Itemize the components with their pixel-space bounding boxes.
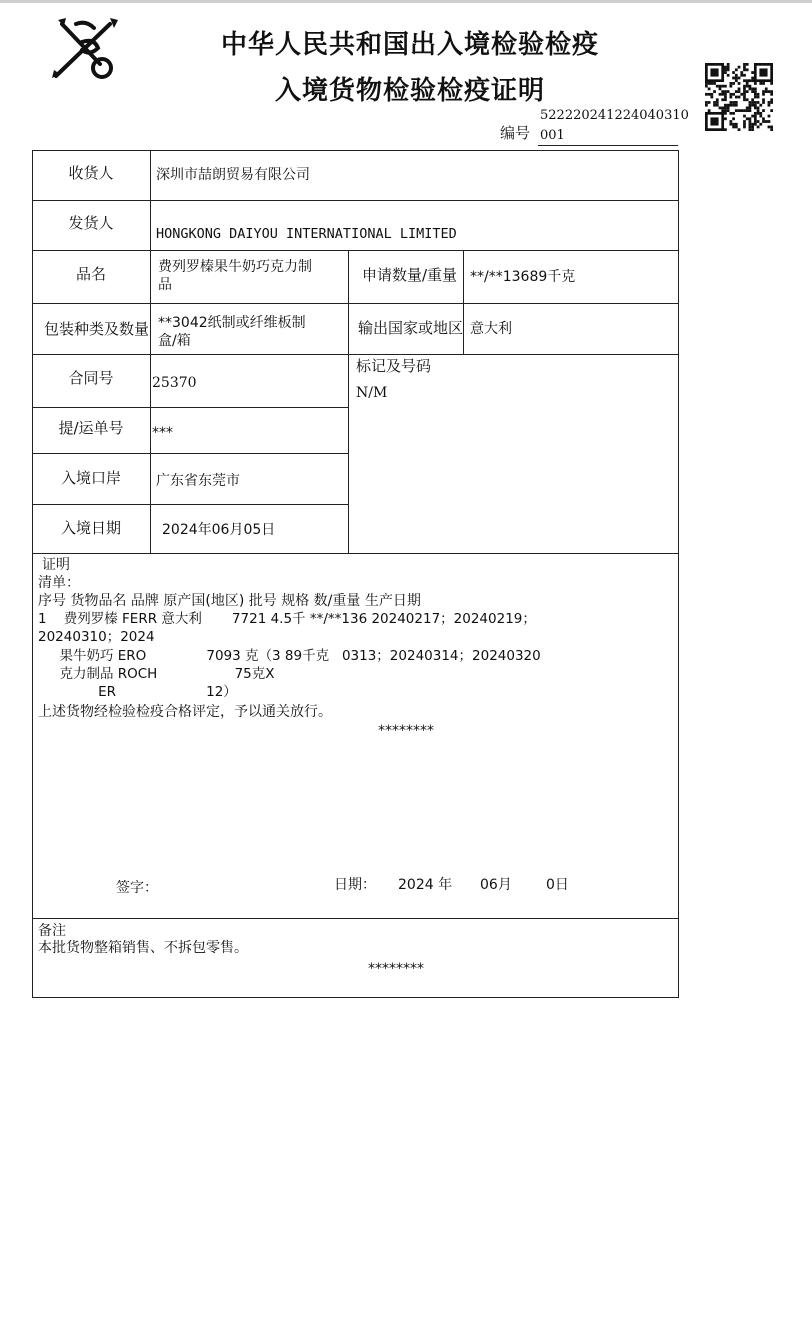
column-header-batch: 批号 [248, 593, 277, 609]
column-header-quantity: 数/重量 [313, 593, 361, 609]
contract-no-label: 合同号 [68, 369, 114, 387]
export-country-value: 意大利 [470, 321, 512, 337]
certificate-number-label: 编号 [500, 124, 531, 142]
goods-row-line-1: 1 费列罗榛 FERR 意大利 7721 4.5千 **/**136 20240217；20240219； [38, 611, 536, 627]
product-name-label: 品名 [75, 265, 106, 283]
certificate-number-underline [538, 145, 678, 146]
goods-row-line-5: ER 12） [38, 684, 237, 700]
title-line-2: 入境货物检验检疫证明 [274, 76, 545, 106]
column-header-spec: 规格 [281, 593, 310, 609]
certificate-number-line-2: 001 [540, 128, 565, 143]
packaging-value-line-1: **3042纸制或纤维板制 [158, 315, 306, 331]
consignor-value: HONGKONG DAIYOU INTERNATIONAL LIMITED [156, 226, 457, 242]
certificate-label: 证明 [42, 557, 70, 573]
goods-row-line-3: 果牛奶巧 ERO 7093 克（3 89千克 0313；20240314；20240320 [38, 648, 541, 664]
inspection-statement: 上述货物经检验检疫合格评定，予以通关放行。 [38, 704, 332, 720]
contract-no-value: 25370 [152, 375, 197, 391]
remarks-text: 本批货物整箱销售、不拆包零售。 [38, 940, 248, 956]
export-country-label: 输出国家或地区 [358, 319, 464, 337]
consignee-value: 深圳市喆朗贸易有限公司 [156, 167, 310, 183]
certificate-number-line-1: 522220241224040310 [540, 108, 689, 123]
marks-label: 标记及号码 [356, 357, 432, 375]
goods-list-label: 清单： [38, 575, 80, 591]
date-label: 日期： [334, 877, 376, 893]
column-header-origin: 原产国(地区) [163, 593, 245, 609]
remarks-label: 备注 [38, 923, 66, 939]
product-name-value-line-1: 费列罗榛果牛奶巧克力制 [158, 259, 312, 275]
goods-row-line-2: 20240310；2024 [38, 629, 155, 645]
date-year: 2024 年 [398, 877, 453, 893]
consignor-label: 发货人 [68, 214, 114, 232]
certificate-stars: ******** [378, 723, 434, 739]
column-header-production-date: 生产日期 [364, 593, 421, 609]
date-month: 06月 [480, 877, 512, 893]
packaging-label: 包装种类及数量 [44, 320, 150, 338]
entry-date-label: 入境日期 [60, 519, 121, 537]
entry-port-value: 广东省东莞市 [156, 473, 240, 489]
column-header-brand: 品牌 [130, 593, 159, 609]
signature-label: 签字： [116, 880, 158, 896]
column-header-seq: 序号 [38, 593, 66, 609]
entry-date-value: 2024年06月05日 [162, 522, 276, 538]
title-line-1: 中华人民共和国出入境检验检疫 [220, 30, 599, 60]
product-name-value-line-2: 品 [158, 277, 172, 293]
declared-qty-label: 申请数量/重量 [362, 266, 458, 284]
customs-emblem-icon [48, 16, 124, 82]
consignee-label: 收货人 [68, 164, 114, 182]
date-day: 0日 [546, 877, 569, 893]
qr-code-icon[interactable] [705, 63, 773, 131]
bill-no-label: 提/运单号 [58, 419, 124, 437]
goods-table-header [38, 592, 421, 610]
column-header-goods-name: 货物品名 [70, 593, 127, 609]
goods-row-line-4: 克力制品 ROCH 75克X [38, 666, 275, 682]
entry-port-label: 入境口岸 [60, 469, 121, 487]
remarks-stars: ******** [368, 961, 424, 977]
packaging-value-line-2: 盒/箱 [158, 333, 191, 349]
marks-value: N/M [356, 385, 388, 401]
declared-qty-value: **/**13689千克 [470, 269, 576, 285]
bill-no-value: *** [152, 425, 173, 441]
top-border [0, 0, 812, 3]
